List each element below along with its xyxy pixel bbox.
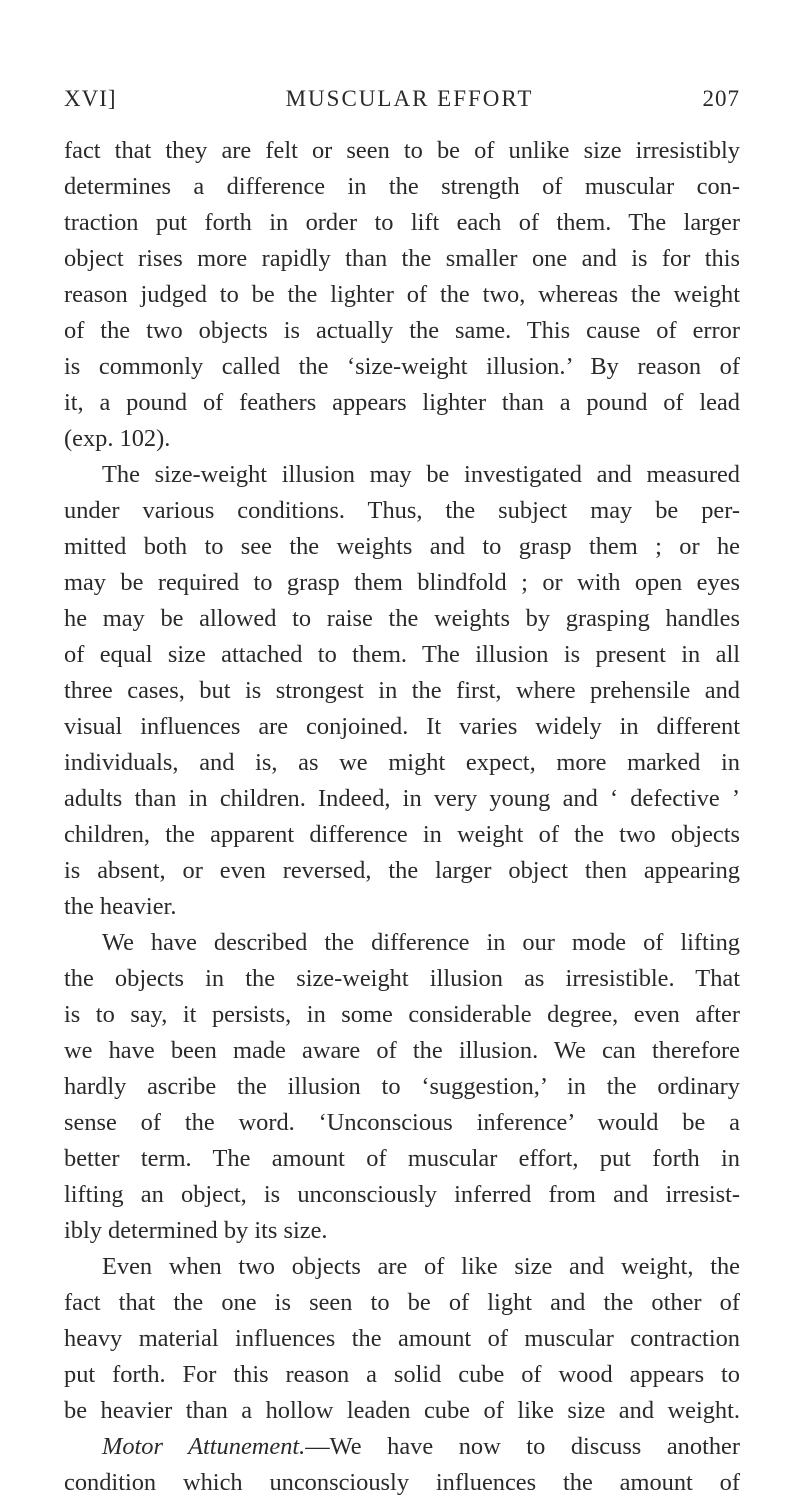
- paragraph: [64, 133, 740, 457]
- text-line: better term. The amount of muscular effort, put forth in: [64, 1145, 740, 1172]
- paragraph: [64, 1249, 740, 1429]
- running-title: MUSCULAR EFFORT: [285, 86, 534, 111]
- text-line: is commonly called the ‘size-weight illusion.’ By reason of: [64, 353, 740, 380]
- text-line: determines a difference in the strength of muscular con-: [64, 173, 740, 200]
- text-line: be heavier than a hollow leaden cube of like size and weight.: [64, 1397, 740, 1424]
- text-line: we have been made aware of the illusion. We can therefore: [64, 1037, 740, 1064]
- text-line: the objects in the size-weight illusion as irresistible. That: [64, 965, 740, 992]
- text-line: object rises more rapidly than the smaller one and is for this: [64, 245, 740, 272]
- text-line: children, the apparent difference in weight of the two objects: [64, 821, 740, 848]
- text-line: traction put forth in order to lift each of them. The larger: [64, 209, 740, 236]
- text-line: put forth. For this reason a solid cube of wood appears to: [64, 1361, 740, 1388]
- text-line: condition which unconsciously influences the amount of: [64, 1469, 740, 1496]
- text-line: under various conditions. Thus, the subject may be per-: [64, 497, 740, 524]
- text-line: individuals, and is, as we might expect, more marked in: [64, 749, 740, 776]
- chapter-number: XVI]: [64, 86, 117, 111]
- text-line: heavy material influences the amount of muscular contraction: [64, 1325, 740, 1352]
- body-text: [64, 133, 740, 1501]
- text-line: of equal size attached to them. The illusion is present in all: [64, 641, 740, 668]
- text-line: is to say, it persists, in some considerable degree, even after: [64, 1001, 740, 1028]
- text-line: adults than in children. Indeed, in very young and ‘ defective ’: [64, 785, 740, 812]
- running-head: [64, 86, 740, 116]
- text-line: (exp. 102).: [64, 425, 171, 452]
- text-line: is absent, or even reversed, the larger object then appearing: [64, 857, 740, 884]
- paragraph: [64, 457, 740, 925]
- text-line: Even when two objects are of like size and weight, the: [102, 1253, 740, 1280]
- text-line: ibly determined by its size.: [64, 1217, 328, 1244]
- section-heading: Motor Attunement.: [102, 1433, 306, 1460]
- text-line: [64, 1429, 740, 1465]
- text-line: The size-weight illusion may be investigated and measured: [102, 461, 740, 488]
- text-line: hardly ascribe the illusion to ‘suggestion,’ in the ordinary: [64, 1073, 740, 1100]
- text-line: may be required to grasp them blindfold ; or with open eyes: [64, 569, 740, 596]
- text-line: three cases, but is strongest in the first, where prehensile and: [64, 677, 740, 704]
- text-line: it, a pound of feathers appears lighter than a pound of lead: [64, 389, 740, 416]
- text-line: sense of the word. ‘Unconscious inference’ would be a: [64, 1109, 740, 1136]
- text-line: reason judged to be the lighter of the two, whereas the weight: [64, 281, 740, 308]
- text-line: of the two objects is actually the same. This cause of error: [64, 317, 740, 344]
- text-line: mitted both to see the weights and to grasp them ; or he: [64, 533, 740, 560]
- paragraph: [64, 925, 740, 1249]
- text-line: fact that the one is seen to be of light and the other of: [64, 1289, 740, 1316]
- paragraph: [64, 1429, 740, 1501]
- text-line: he may be allowed to raise the weights by grasping handles: [64, 605, 740, 632]
- text-line: We have described the difference in our mode of lifting: [102, 929, 740, 956]
- text-line: the heavier.: [64, 893, 177, 920]
- text-line: visual influences are conjoined. It varies widely in different: [64, 713, 740, 740]
- heading-continuation: —We have now to discuss another: [305, 1433, 740, 1460]
- text-line: fact that they are felt or seen to be of unlike size irresistibly: [64, 137, 740, 164]
- text-line: lifting an object, is unconsciously inferred from and irresist-: [64, 1181, 740, 1208]
- page-number: 207: [702, 86, 740, 111]
